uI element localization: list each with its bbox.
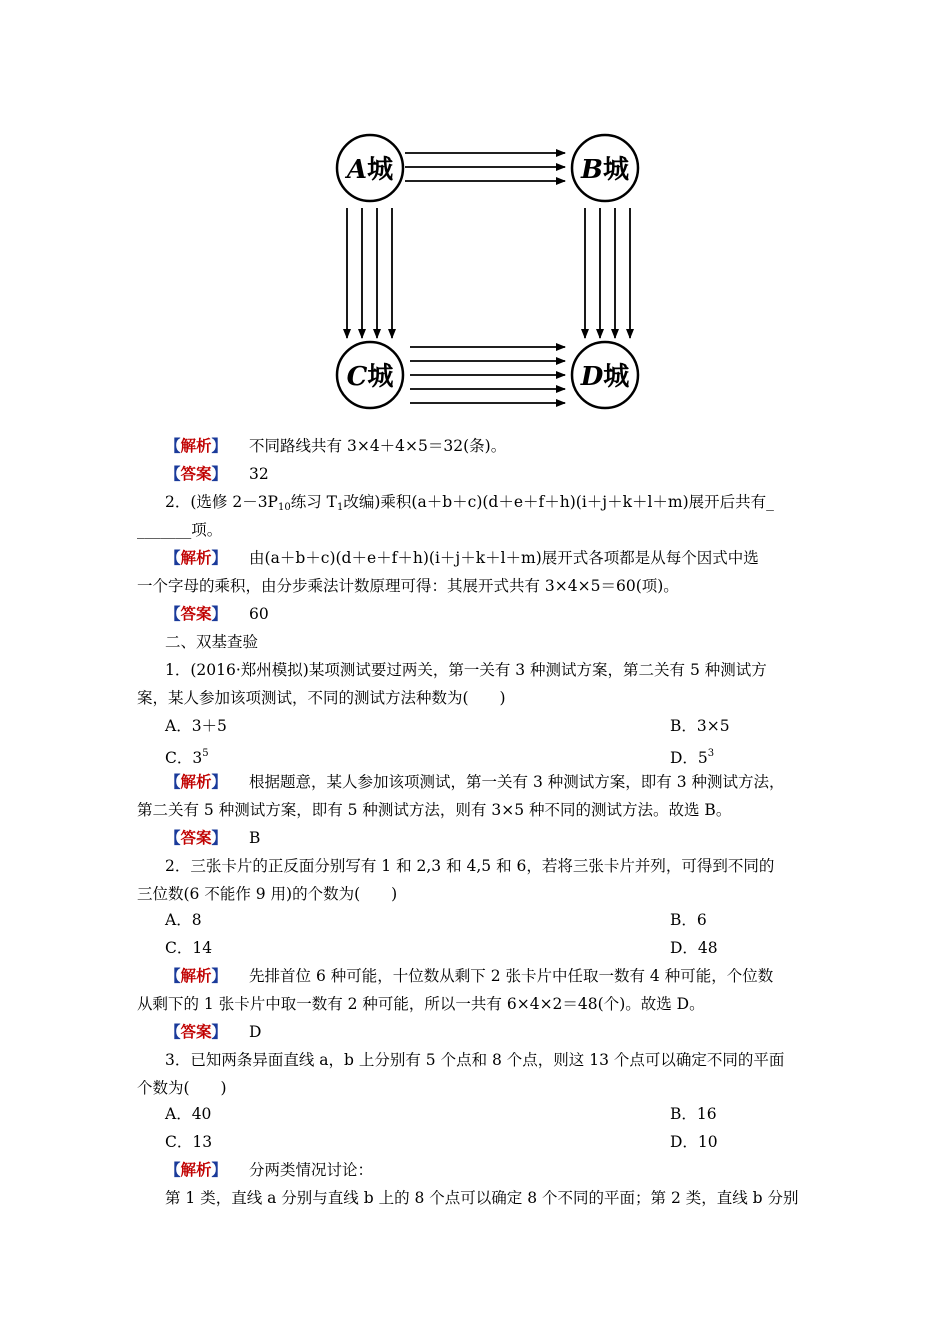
city-b-letter: B bbox=[581, 155, 603, 185]
s2-option-b: B．6 bbox=[670, 911, 707, 929]
b1-analysis-text: 不同路线共有 3×4＋4×5＝32(条)。 bbox=[249, 437, 507, 455]
s1-options-cd bbox=[165, 744, 715, 768]
s2-question-line-1: 2．三张卡片的正反面分别写有 1 和 2,3 和 4,5 和 6，若将三张卡片并列，可得到不同的 bbox=[165, 857, 775, 875]
answer-tag: 【答案】 bbox=[165, 464, 228, 483]
q2-analysis-line-1: 【解析】 由(a＋b＋c)(d＋e＋f＋h)(i＋j＋k＋l＋m)展开式各项都是从每个因式中选 bbox=[165, 548, 759, 567]
s1-analysis-line-1: 【解析】 根据题意，某人参加该项测试，第一关有 3 种测试方案，即有 3 种测试方法， bbox=[165, 772, 785, 791]
q2-analysis-line-2: 一个字母的乘积，由分步乘法计数原理可得：其展开式共有 3×4×5＝60(项)。 bbox=[137, 577, 679, 595]
svg-text:D城 bbox=[580, 362, 630, 392]
s3-option-a: A．40 bbox=[165, 1105, 212, 1123]
analysis-tag: 【解析】 bbox=[165, 548, 228, 567]
b1-answer-text: 32 bbox=[249, 465, 269, 483]
s2-options-ab bbox=[165, 910, 707, 930]
city-a-node bbox=[337, 135, 403, 201]
city-d-letter: D bbox=[580, 362, 604, 392]
svg-text:C城 bbox=[347, 362, 394, 392]
city-c-suffix: 城 bbox=[367, 362, 394, 392]
s1-option-b: B．3×5 bbox=[670, 717, 730, 735]
s2-question-line-2: 三位数(6 不能作 9 用)的个数为( ) bbox=[137, 885, 398, 903]
analysis-tag: 【解析】 bbox=[165, 1160, 228, 1179]
analysis-tag: 【解析】 bbox=[165, 436, 228, 455]
s1-answer-line: 【答案】 B bbox=[165, 828, 261, 847]
s1-option-c: C．$3^5$ bbox=[165, 748, 209, 767]
city-d-suffix: 城 bbox=[603, 362, 630, 392]
answer-tag: 【答案】 bbox=[165, 604, 228, 623]
s2-option-a: A．8 bbox=[165, 911, 202, 929]
city-a-suffix: 城 bbox=[367, 155, 394, 185]
analysis-tag: 【解析】 bbox=[165, 772, 228, 791]
s3-option-d: D．10 bbox=[670, 1133, 718, 1151]
s3-question-line-2: 个数为( ) bbox=[137, 1079, 227, 1097]
s1-option-d: D．$5^3$ bbox=[670, 748, 715, 767]
q2-answer-line: 【答案】 60 bbox=[165, 604, 269, 623]
b1-analysis-line bbox=[165, 436, 506, 456]
city-b-suffix: 城 bbox=[602, 155, 629, 185]
s3-option-b: B．16 bbox=[670, 1105, 717, 1123]
s3-analysis-line: 【解析】 分两类情况讨论： bbox=[165, 1160, 374, 1179]
city-c-letter: C bbox=[346, 362, 368, 392]
city-c-node bbox=[337, 342, 403, 408]
s2-analysis-line-1: 【解析】 先排首位 6 种可能，十位数从剩下 2 张卡片中任取一数有 4 种可能，个位数 bbox=[165, 966, 774, 985]
s2-answer-line: 【答案】 D bbox=[165, 1022, 262, 1041]
analysis-tag: 【解析】 bbox=[165, 966, 228, 985]
s3-question-line-1: 3．已知两条异面直线 a，b 上分别有 5 个点和 8 个点，则这 13 个点可以确定不同的平面 bbox=[165, 1051, 785, 1069]
city-a-letter: A bbox=[346, 155, 368, 185]
s3-last-line: 第 1 类，直线 a 分别与直线 b 上的 8 个点可以确定 8 个不同的平面；第 2 类，直线 b 分别 bbox=[165, 1189, 799, 1207]
city-b-node bbox=[572, 135, 638, 201]
s2-option-d: D．48 bbox=[670, 939, 718, 957]
s1-question-line-1: 1．(2016·郑州模拟)某项测试要过两关，第一关有 3 种测试方案，第二关有 5 种测试方 bbox=[165, 661, 767, 679]
q2-line-1: 2．(选修 $2-3P_{10}$练习 $T_1$改编)乘积(a＋b＋c)(d＋e＋f＋h)(i＋j＋k＋l＋m)展开后共有_ bbox=[165, 493, 774, 513]
s3-options-ab bbox=[165, 1104, 717, 1124]
answer-tag: 【答案】 bbox=[165, 1022, 228, 1041]
s1-analysis-line-2: 第二关有 5 种测试方案，即有 5 种测试方法，则有 3×5 种不同的测试方法。故选 B。 bbox=[137, 801, 732, 819]
s2-analysis-line-2: 从剩下的 1 张卡片中取一数有 2 种可能，所以一共有 6×4×2＝48(个)。故选 D。 bbox=[137, 995, 705, 1013]
s3-options-cd bbox=[165, 1132, 718, 1152]
s1-option-a: A．3＋5 bbox=[165, 717, 227, 735]
svg-text:A城 bbox=[344, 155, 393, 185]
q2-line-2: _______项。 bbox=[137, 521, 223, 539]
answer-tag: 【答案】 bbox=[165, 828, 228, 847]
city-d-node bbox=[572, 342, 638, 408]
svg-text:B城 bbox=[580, 155, 629, 185]
s1-options-ab bbox=[165, 716, 730, 736]
route-diagram bbox=[330, 128, 650, 418]
s2-options-cd bbox=[165, 938, 718, 958]
s1-question-line-2: 案，某人参加该项测试，不同的测试方法种数为( ) bbox=[137, 689, 506, 707]
b1-answer-line bbox=[165, 464, 269, 484]
s2-option-c: C．14 bbox=[165, 939, 213, 957]
section-title: 二、双基查验 bbox=[165, 633, 259, 651]
s3-option-c: C．13 bbox=[165, 1133, 213, 1151]
